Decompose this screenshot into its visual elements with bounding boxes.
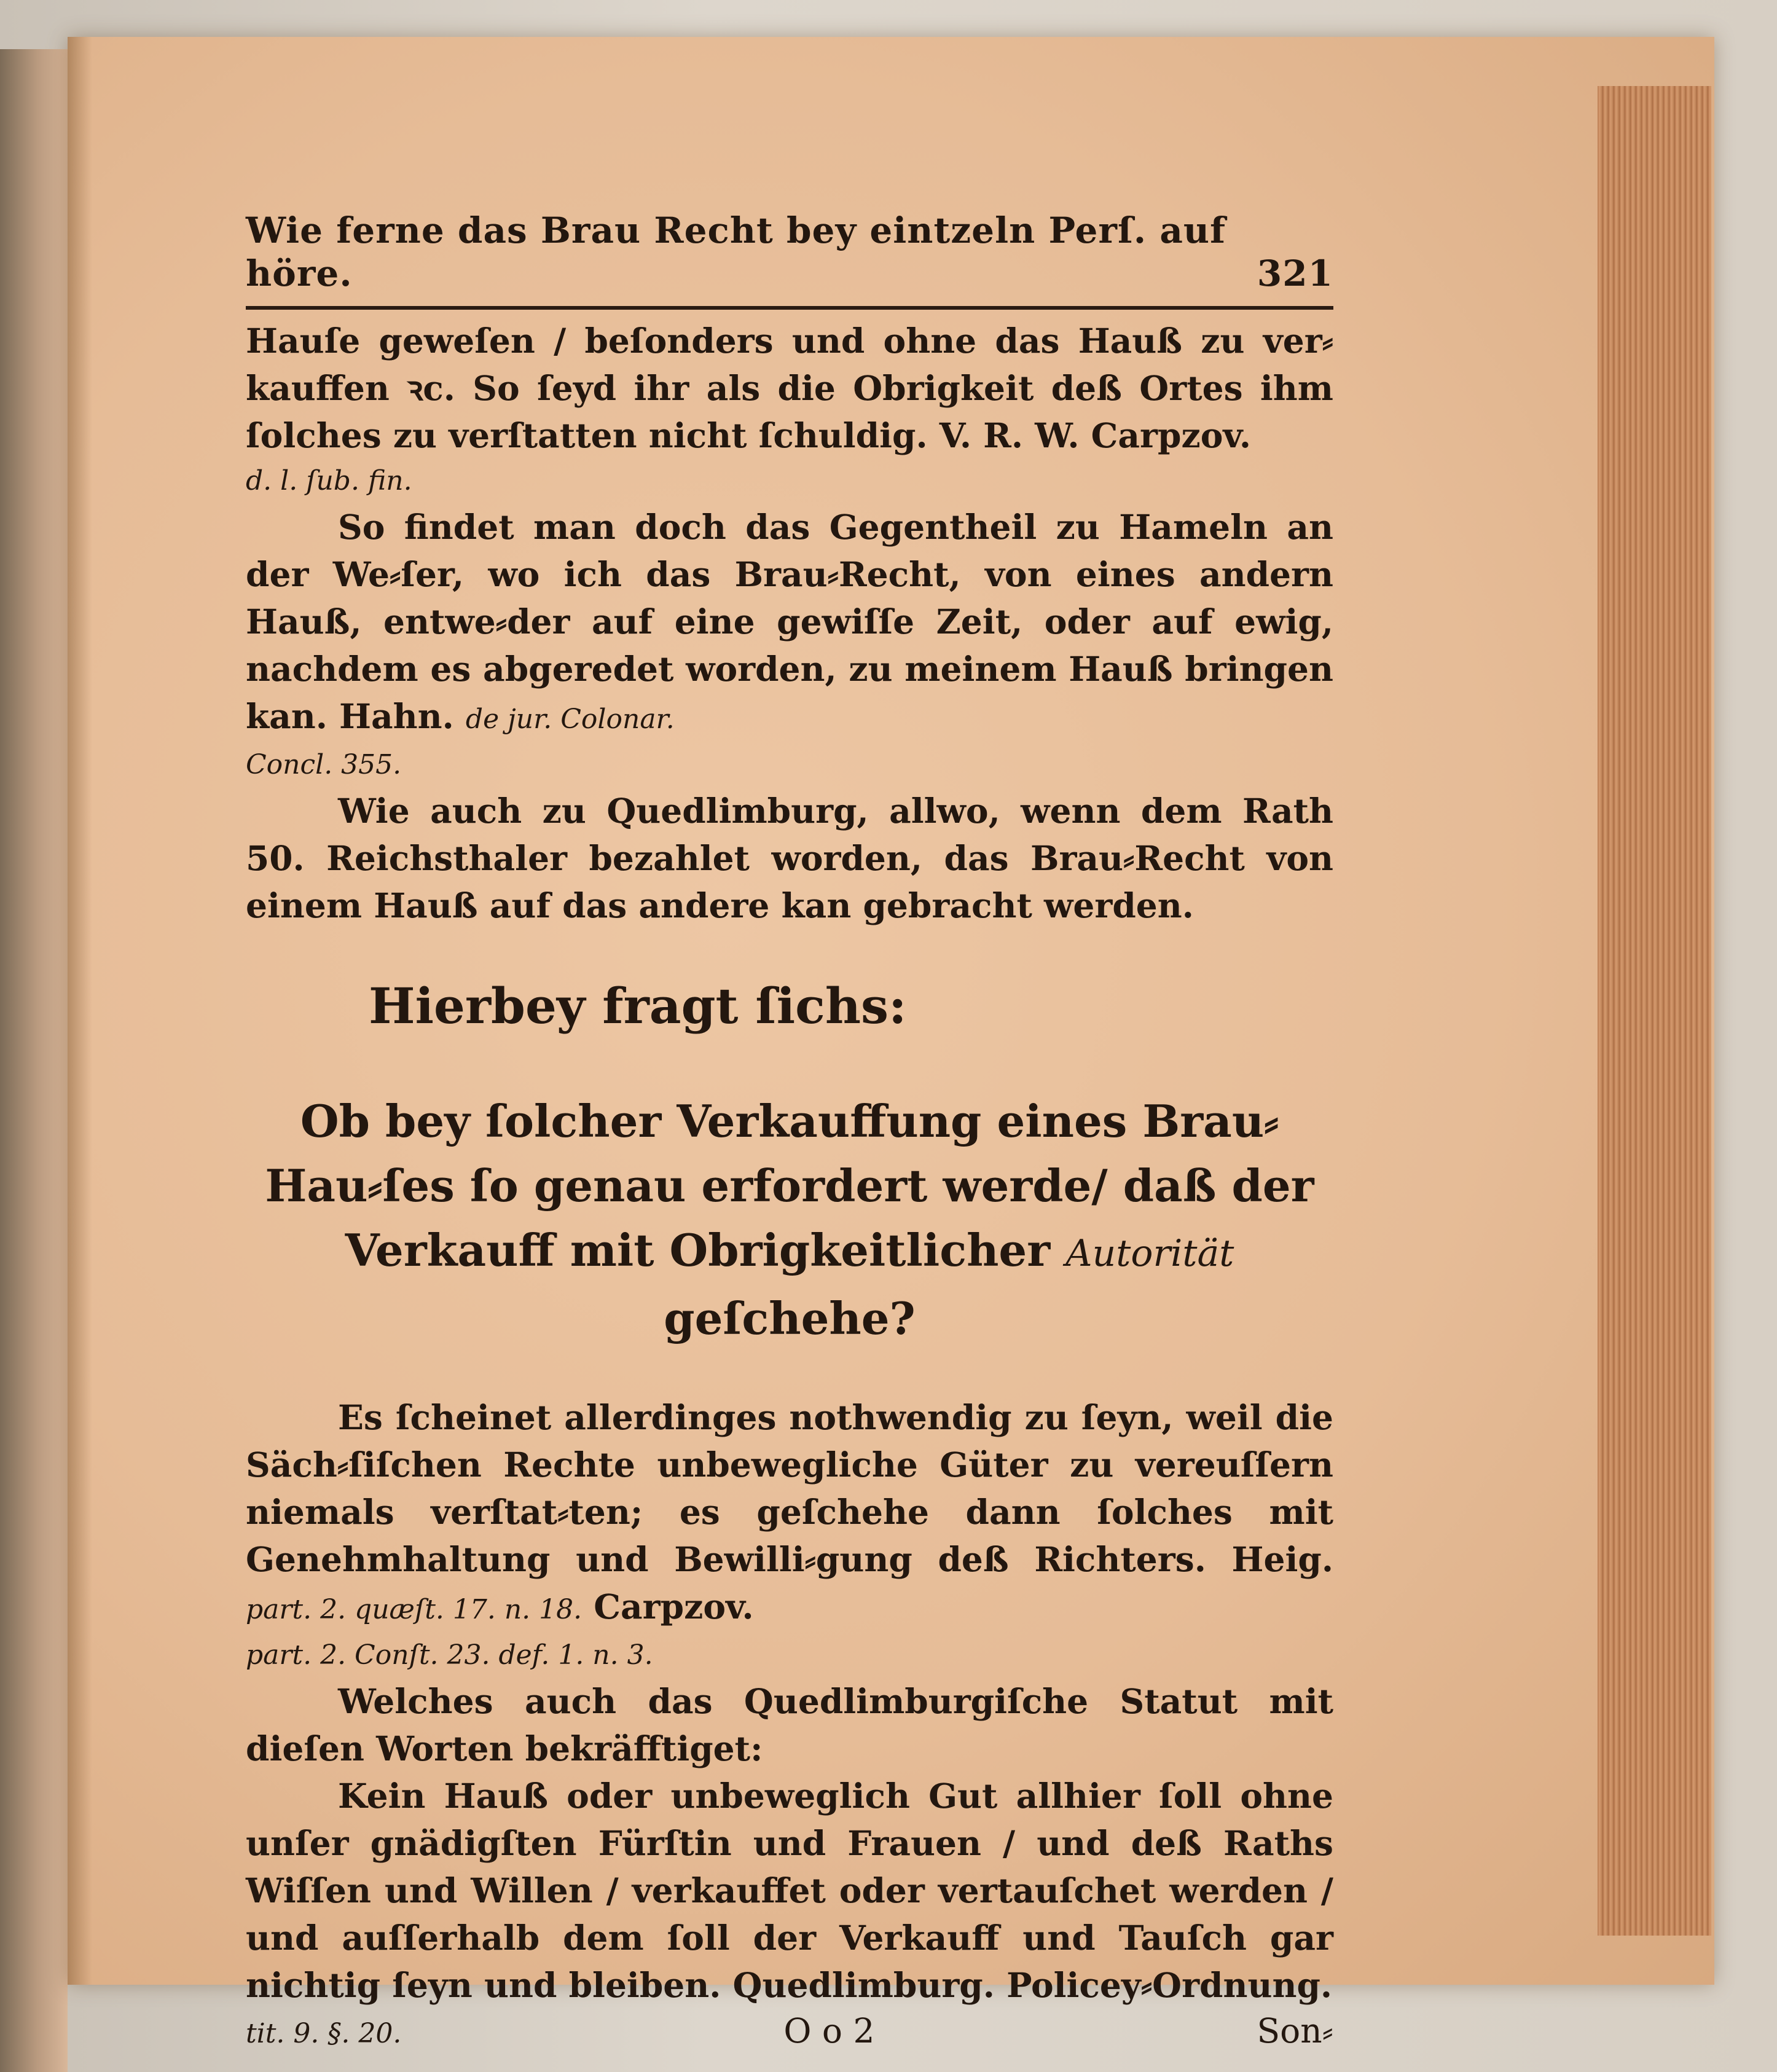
- paragraph-4-citation-1: part. 2. quæſt. 17. n. 18.: [246, 1594, 583, 1625]
- page-number: 321: [1257, 253, 1333, 294]
- paragraph-2-citation: Concl. 355.: [246, 749, 402, 780]
- paragraph-5: Welches auch das Quedlimburgiſche Statut mit dieſen Worten bekräfftiget:: [246, 1681, 1333, 1768]
- paragraph-2: [246, 503, 1333, 743]
- paragraph-4: [246, 1394, 1333, 1633]
- question-heading: [246, 1089, 1333, 1351]
- paragraph-1-citation: d. l. ſub. fin.: [246, 465, 412, 496]
- question-heading-text: Ob bey ſolcher Verkauffung eines Brau⸗Hau⸗ſes ſo genau erfordert werde/ daß der Verkauff mit Obrigkeitlicher: [265, 1095, 1314, 1276]
- running-header: [246, 209, 1333, 295]
- gutter-shadow: [68, 37, 92, 1985]
- catchword: Son⸗: [1257, 2011, 1333, 2050]
- paragraph-1: [246, 317, 1333, 459]
- paragraph-3: Wie auch zu Quedlimburg, allwo, wenn dem Rath 50. Reichsthaler bezahlet worden, das Brau⸗Recht von einem Hauß auf das andere kan gebracht werden.: [246, 791, 1333, 925]
- paragraph-6: Kein Hauß oder unbeweglich Gut allhier ſoll ohne unſer gnädigſten Fürſtin und Frauen / und deß Raths Wiſſen und Willen / verkauffet oder vertauſchet werden / und auſſerhalb dem ſoll der Verkauff und Tauſch gar nichtig ſeyn und bleiben. Quedlimburg. Policey⸗Ordnung.: [246, 1776, 1333, 2005]
- question-heading-end: geſchehe?: [664, 1292, 916, 1344]
- header-rule: [246, 306, 1333, 310]
- paragraph-2-text: So findet man doch das Gegentheil zu Hameln an der We⸗ſer, wo ich das Brau⸗Recht, von eines andern Hauß, entwe⸗der auf eine gewiſſe Zeit, oder auf ewig, nachdem es abgeredet worden, zu meinem Hauß bringen kan. Hahn.: [246, 507, 1333, 736]
- paragraph-1-text: Hauſe geweſen / beſonders und ohne das Hauß zu ver⸗kauffen ꝛc. So ſeyd ihr als die Obrigkeit deß Ortes ihm ſolches zu verſtatten nicht ſchuldig. V. R. W. Carpzov.: [246, 321, 1333, 455]
- paragraph-4-author: Carpzov.: [594, 1587, 754, 1627]
- signature-mark: O o 2: [783, 2011, 875, 2050]
- question-heading-italic: Autorität: [1065, 1232, 1234, 1275]
- paragraph-2-inline-citation: de jur. Colonar.: [465, 704, 675, 735]
- section-heading: Hierbey fragt ſichs:: [369, 977, 907, 1035]
- running-title: Wie ferne das Brau Recht bey eintzeln Perſ. auf höre.: [246, 210, 1226, 294]
- page-footer: [246, 2009, 1333, 2056]
- page-text: [246, 209, 1333, 2056]
- facing-page-edge: [0, 49, 68, 2072]
- footer-citation: tit. 9. §. 20.: [246, 2018, 402, 2049]
- paragraph-4-text: Es ſcheinet allerdinges nothwendig zu ſeyn, weil die Säch⸗ſiſchen Rechte unbewegliche Güter zu vereuſſern niemals verſtat⸗ten; es geſchehe dann ſolches mit Genehmhaltung und Bewilli⸗gung deß Richters. Heig.: [246, 1397, 1333, 1579]
- paragraph-4-citation-2: part. 2. Conſt. 23. def. 1. n. 3.: [246, 1639, 653, 1671]
- page-fore-edge: [1598, 86, 1711, 1936]
